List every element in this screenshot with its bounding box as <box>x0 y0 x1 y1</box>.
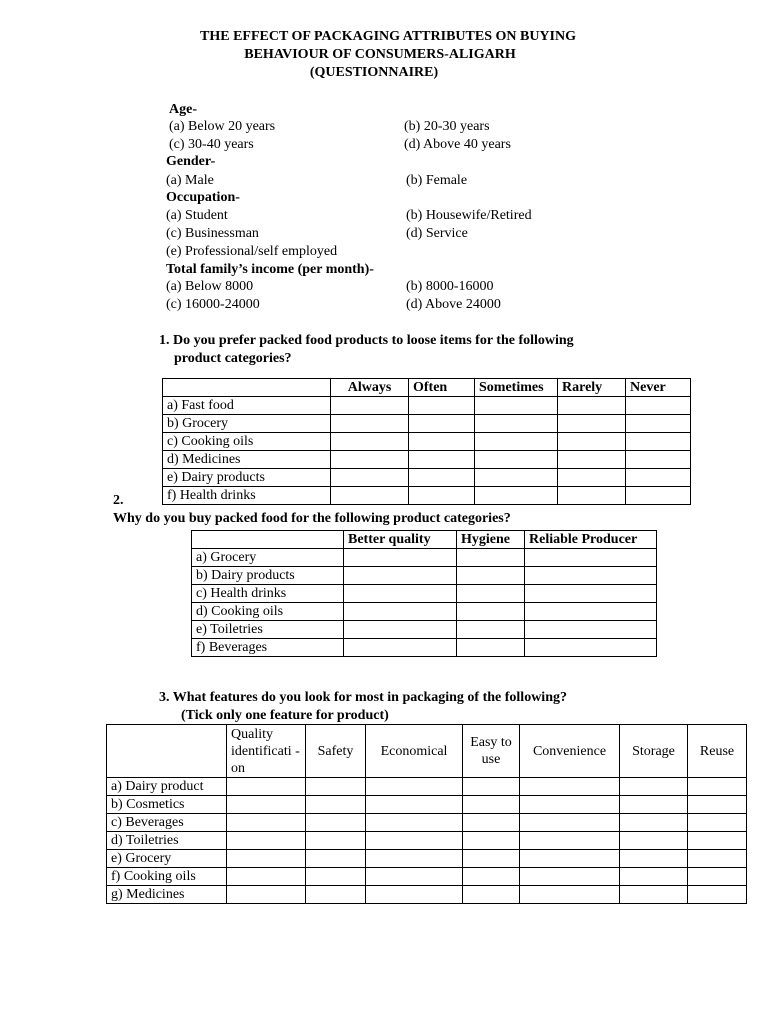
answer-cell[interactable] <box>227 814 306 832</box>
answer-cell[interactable] <box>558 451 626 469</box>
title-line-2: BEHAVIOUR OF CONSUMERS-ALIGARH <box>244 47 516 62</box>
row-label: b) Dairy products <box>192 567 344 585</box>
table-row <box>107 886 747 904</box>
answer-cell[interactable] <box>409 433 475 451</box>
q1-col-rarely: Rarely <box>558 379 626 397</box>
table-row <box>192 603 657 621</box>
income-option-d[interactable]: (d) Above 24000 <box>406 297 501 312</box>
answer-cell[interactable] <box>463 886 520 904</box>
income-option-a[interactable]: (a) Below 8000 <box>166 279 254 294</box>
answer-cell[interactable] <box>331 433 409 451</box>
answer-cell[interactable] <box>520 778 620 796</box>
gender-label: Gender- <box>166 154 216 169</box>
answer-cell[interactable] <box>626 469 691 487</box>
q1-text-line-1: 1. Do you prefer packed food products to loose items for the following <box>159 333 574 348</box>
answer-cell[interactable] <box>366 868 463 886</box>
answer-cell[interactable] <box>409 397 475 415</box>
q3-col-convenience: Convenience <box>520 725 620 778</box>
answer-cell[interactable] <box>457 603 525 621</box>
occupation-option-a[interactable]: (a) Student <box>166 208 228 223</box>
q3-col-storage: Storage <box>620 725 688 778</box>
answer-cell[interactable] <box>227 832 306 850</box>
answer-cell[interactable] <box>227 850 306 868</box>
answer-cell[interactable] <box>520 868 620 886</box>
q3-col-reuse: Reuse <box>688 725 747 778</box>
answer-cell[interactable] <box>688 778 747 796</box>
row-label: d) Cooking oils <box>192 603 344 621</box>
answer-cell[interactable] <box>525 549 657 567</box>
answer-cell[interactable] <box>626 415 691 433</box>
q2-col-better-quality: Better quality <box>344 531 457 549</box>
table-row <box>192 567 657 585</box>
income-option-c[interactable]: (c) 16000-24000 <box>166 297 260 312</box>
q2-number: 2. <box>113 493 124 508</box>
answer-cell[interactable] <box>475 433 558 451</box>
answer-cell[interactable] <box>525 567 657 585</box>
occupation-option-d[interactable]: (d) Service <box>406 226 468 241</box>
occupation-label: Occupation- <box>166 190 240 205</box>
answer-cell[interactable] <box>331 415 409 433</box>
table-row <box>163 415 691 433</box>
age-option-c[interactable]: (c) 30-40 years <box>169 137 254 152</box>
answer-cell[interactable] <box>344 585 457 603</box>
answer-cell[interactable] <box>525 603 657 621</box>
income-label: Total family’s income (per month)- <box>166 262 374 277</box>
answer-cell[interactable] <box>457 567 525 585</box>
row-label: a) Fast food <box>163 397 331 415</box>
answer-cell[interactable] <box>620 886 688 904</box>
answer-cell[interactable] <box>344 567 457 585</box>
answer-cell[interactable] <box>688 850 747 868</box>
answer-cell[interactable] <box>457 585 525 603</box>
q1-header-empty <box>163 379 331 397</box>
answer-cell[interactable] <box>475 451 558 469</box>
answer-cell[interactable] <box>331 487 409 505</box>
row-label: b) Cosmetics <box>107 796 227 814</box>
answer-cell[interactable] <box>344 621 457 639</box>
answer-cell[interactable] <box>688 886 747 904</box>
answer-cell[interactable] <box>344 549 457 567</box>
q3-col-quality-identification: Quality identificati -on <box>227 725 306 778</box>
answer-cell[interactable] <box>457 549 525 567</box>
age-label: Age- <box>169 102 197 117</box>
answer-cell[interactable] <box>620 832 688 850</box>
occupation-option-b[interactable]: (b) Housewife/Retired <box>406 208 532 223</box>
occupation-option-e[interactable]: (e) Professional/self employed <box>166 244 338 259</box>
q3-text-line-2: (Tick only one feature for product) <box>181 708 389 723</box>
q1-table <box>162 378 691 505</box>
answer-cell[interactable] <box>344 639 457 657</box>
answer-cell[interactable] <box>366 850 463 868</box>
row-label: e) Dairy products <box>163 469 331 487</box>
answer-cell[interactable] <box>626 487 691 505</box>
answer-cell[interactable] <box>475 415 558 433</box>
answer-cell[interactable] <box>475 469 558 487</box>
table-row <box>163 433 691 451</box>
occupation-option-c[interactable]: (c) Businessman <box>166 226 259 241</box>
answer-cell[interactable] <box>227 868 306 886</box>
q3-col-safety: Safety <box>306 725 366 778</box>
answer-cell[interactable] <box>520 814 620 832</box>
row-label: c) Beverages <box>107 814 227 832</box>
row-label: e) Toiletries <box>192 621 344 639</box>
answer-cell[interactable] <box>558 487 626 505</box>
answer-cell[interactable] <box>306 850 366 868</box>
answer-cell[interactable] <box>620 868 688 886</box>
table-row <box>192 639 657 657</box>
answer-cell[interactable] <box>344 603 457 621</box>
q2-text: Why do you buy packed food for the following product categories? <box>113 511 511 526</box>
answer-cell[interactable] <box>457 621 525 639</box>
q1-col-always: Always <box>331 379 409 397</box>
answer-cell[interactable] <box>227 886 306 904</box>
answer-cell[interactable] <box>463 796 520 814</box>
answer-cell[interactable] <box>520 832 620 850</box>
q3-col-easy-to-use: Easy to use <box>463 725 520 778</box>
table-row <box>163 487 691 505</box>
q3-text-line-1: 3. What features do you look for most in packaging of the following? <box>159 690 567 705</box>
row-label: f) Health drinks <box>163 487 331 505</box>
answer-cell[interactable] <box>463 814 520 832</box>
row-label: b) Grocery <box>163 415 331 433</box>
answer-cell[interactable] <box>475 487 558 505</box>
answer-cell[interactable] <box>525 621 657 639</box>
table-row <box>107 868 747 886</box>
row-label: d) Medicines <box>163 451 331 469</box>
row-label: c) Health drinks <box>192 585 344 603</box>
answer-cell[interactable] <box>227 796 306 814</box>
gender-option-a[interactable]: (a) Male <box>166 173 214 188</box>
table-row <box>163 469 691 487</box>
q2-col-hygiene: Hygiene <box>457 531 525 549</box>
answer-cell[interactable] <box>227 778 306 796</box>
table-row <box>107 850 747 868</box>
q3-table <box>106 724 747 904</box>
answer-cell[interactable] <box>620 796 688 814</box>
answer-cell[interactable] <box>306 886 366 904</box>
answer-cell[interactable] <box>463 832 520 850</box>
answer-cell[interactable] <box>626 433 691 451</box>
table-row <box>107 832 747 850</box>
answer-cell[interactable] <box>520 796 620 814</box>
income-option-b[interactable]: (b) 8000-16000 <box>406 279 494 294</box>
q1-col-often: Often <box>409 379 475 397</box>
table-row <box>163 397 691 415</box>
gender-option-b[interactable]: (b) Female <box>406 173 468 188</box>
row-label: c) Cooking oils <box>163 433 331 451</box>
q1-text-line-2: product categories? <box>174 351 292 366</box>
q1-col-never: Never <box>626 379 691 397</box>
answer-cell[interactable] <box>306 778 366 796</box>
answer-cell[interactable] <box>366 814 463 832</box>
answer-cell[interactable] <box>525 639 657 657</box>
answer-cell[interactable] <box>306 868 366 886</box>
q2-table <box>191 530 657 657</box>
answer-cell[interactable] <box>331 397 409 415</box>
q3-col-economical: Economical <box>366 725 463 778</box>
answer-cell[interactable] <box>457 639 525 657</box>
row-label: f) Beverages <box>192 639 344 657</box>
answer-cell[interactable] <box>331 451 409 469</box>
answer-cell[interactable] <box>475 397 558 415</box>
answer-cell[interactable] <box>409 415 475 433</box>
answer-cell[interactable] <box>366 832 463 850</box>
row-label: e) Grocery <box>107 850 227 868</box>
age-option-b[interactable]: (b) 20-30 years <box>404 119 490 134</box>
answer-cell[interactable] <box>409 487 475 505</box>
age-option-d[interactable]: (d) Above 40 years <box>404 137 511 152</box>
q2-col-reliable-producer: Reliable Producer <box>525 531 657 549</box>
table-row <box>163 451 691 469</box>
answer-cell[interactable] <box>520 886 620 904</box>
answer-cell[interactable] <box>366 886 463 904</box>
answer-cell[interactable] <box>558 397 626 415</box>
answer-cell[interactable] <box>620 814 688 832</box>
answer-cell[interactable] <box>558 415 626 433</box>
answer-cell[interactable] <box>463 868 520 886</box>
row-label: f) Cooking oils <box>107 868 227 886</box>
answer-cell[interactable] <box>688 814 747 832</box>
answer-cell[interactable] <box>620 778 688 796</box>
table-row <box>107 796 747 814</box>
title-line-3: (QUESTIONNAIRE) <box>309 65 439 80</box>
row-label: g) Medicines <box>107 886 227 904</box>
title-line-1: THE EFFECT OF PACKAGING ATTRIBUTES ON BUYING <box>200 29 576 44</box>
answer-cell[interactable] <box>366 796 463 814</box>
answer-cell[interactable] <box>688 868 747 886</box>
table-row <box>107 814 747 832</box>
table-row <box>107 778 747 796</box>
answer-cell[interactable] <box>558 433 626 451</box>
age-option-a[interactable]: (a) Below 20 years <box>169 119 276 134</box>
answer-cell[interactable] <box>463 850 520 868</box>
answer-cell[interactable] <box>306 832 366 850</box>
answer-cell[interactable] <box>688 832 747 850</box>
row-label: d) Toiletries <box>107 832 227 850</box>
row-label: a) Grocery <box>192 549 344 567</box>
table-row <box>192 621 657 639</box>
answer-cell[interactable] <box>626 397 691 415</box>
table-row <box>192 549 657 567</box>
answer-cell[interactable] <box>306 814 366 832</box>
answer-cell[interactable] <box>463 778 520 796</box>
answer-cell[interactable] <box>558 469 626 487</box>
answer-cell[interactable] <box>409 451 475 469</box>
answer-cell[interactable] <box>409 469 475 487</box>
answer-cell[interactable] <box>688 796 747 814</box>
answer-cell[interactable] <box>306 796 366 814</box>
answer-cell[interactable] <box>366 778 463 796</box>
row-label: a) Dairy product <box>107 778 227 796</box>
q3-header-empty <box>107 725 227 778</box>
answer-cell[interactable] <box>525 585 657 603</box>
answer-cell[interactable] <box>520 850 620 868</box>
q1-col-sometimes: Sometimes <box>475 379 558 397</box>
answer-cell[interactable] <box>620 850 688 868</box>
answer-cell[interactable] <box>331 469 409 487</box>
table-row <box>192 585 657 603</box>
answer-cell[interactable] <box>626 451 691 469</box>
q2-header-empty <box>192 531 344 549</box>
